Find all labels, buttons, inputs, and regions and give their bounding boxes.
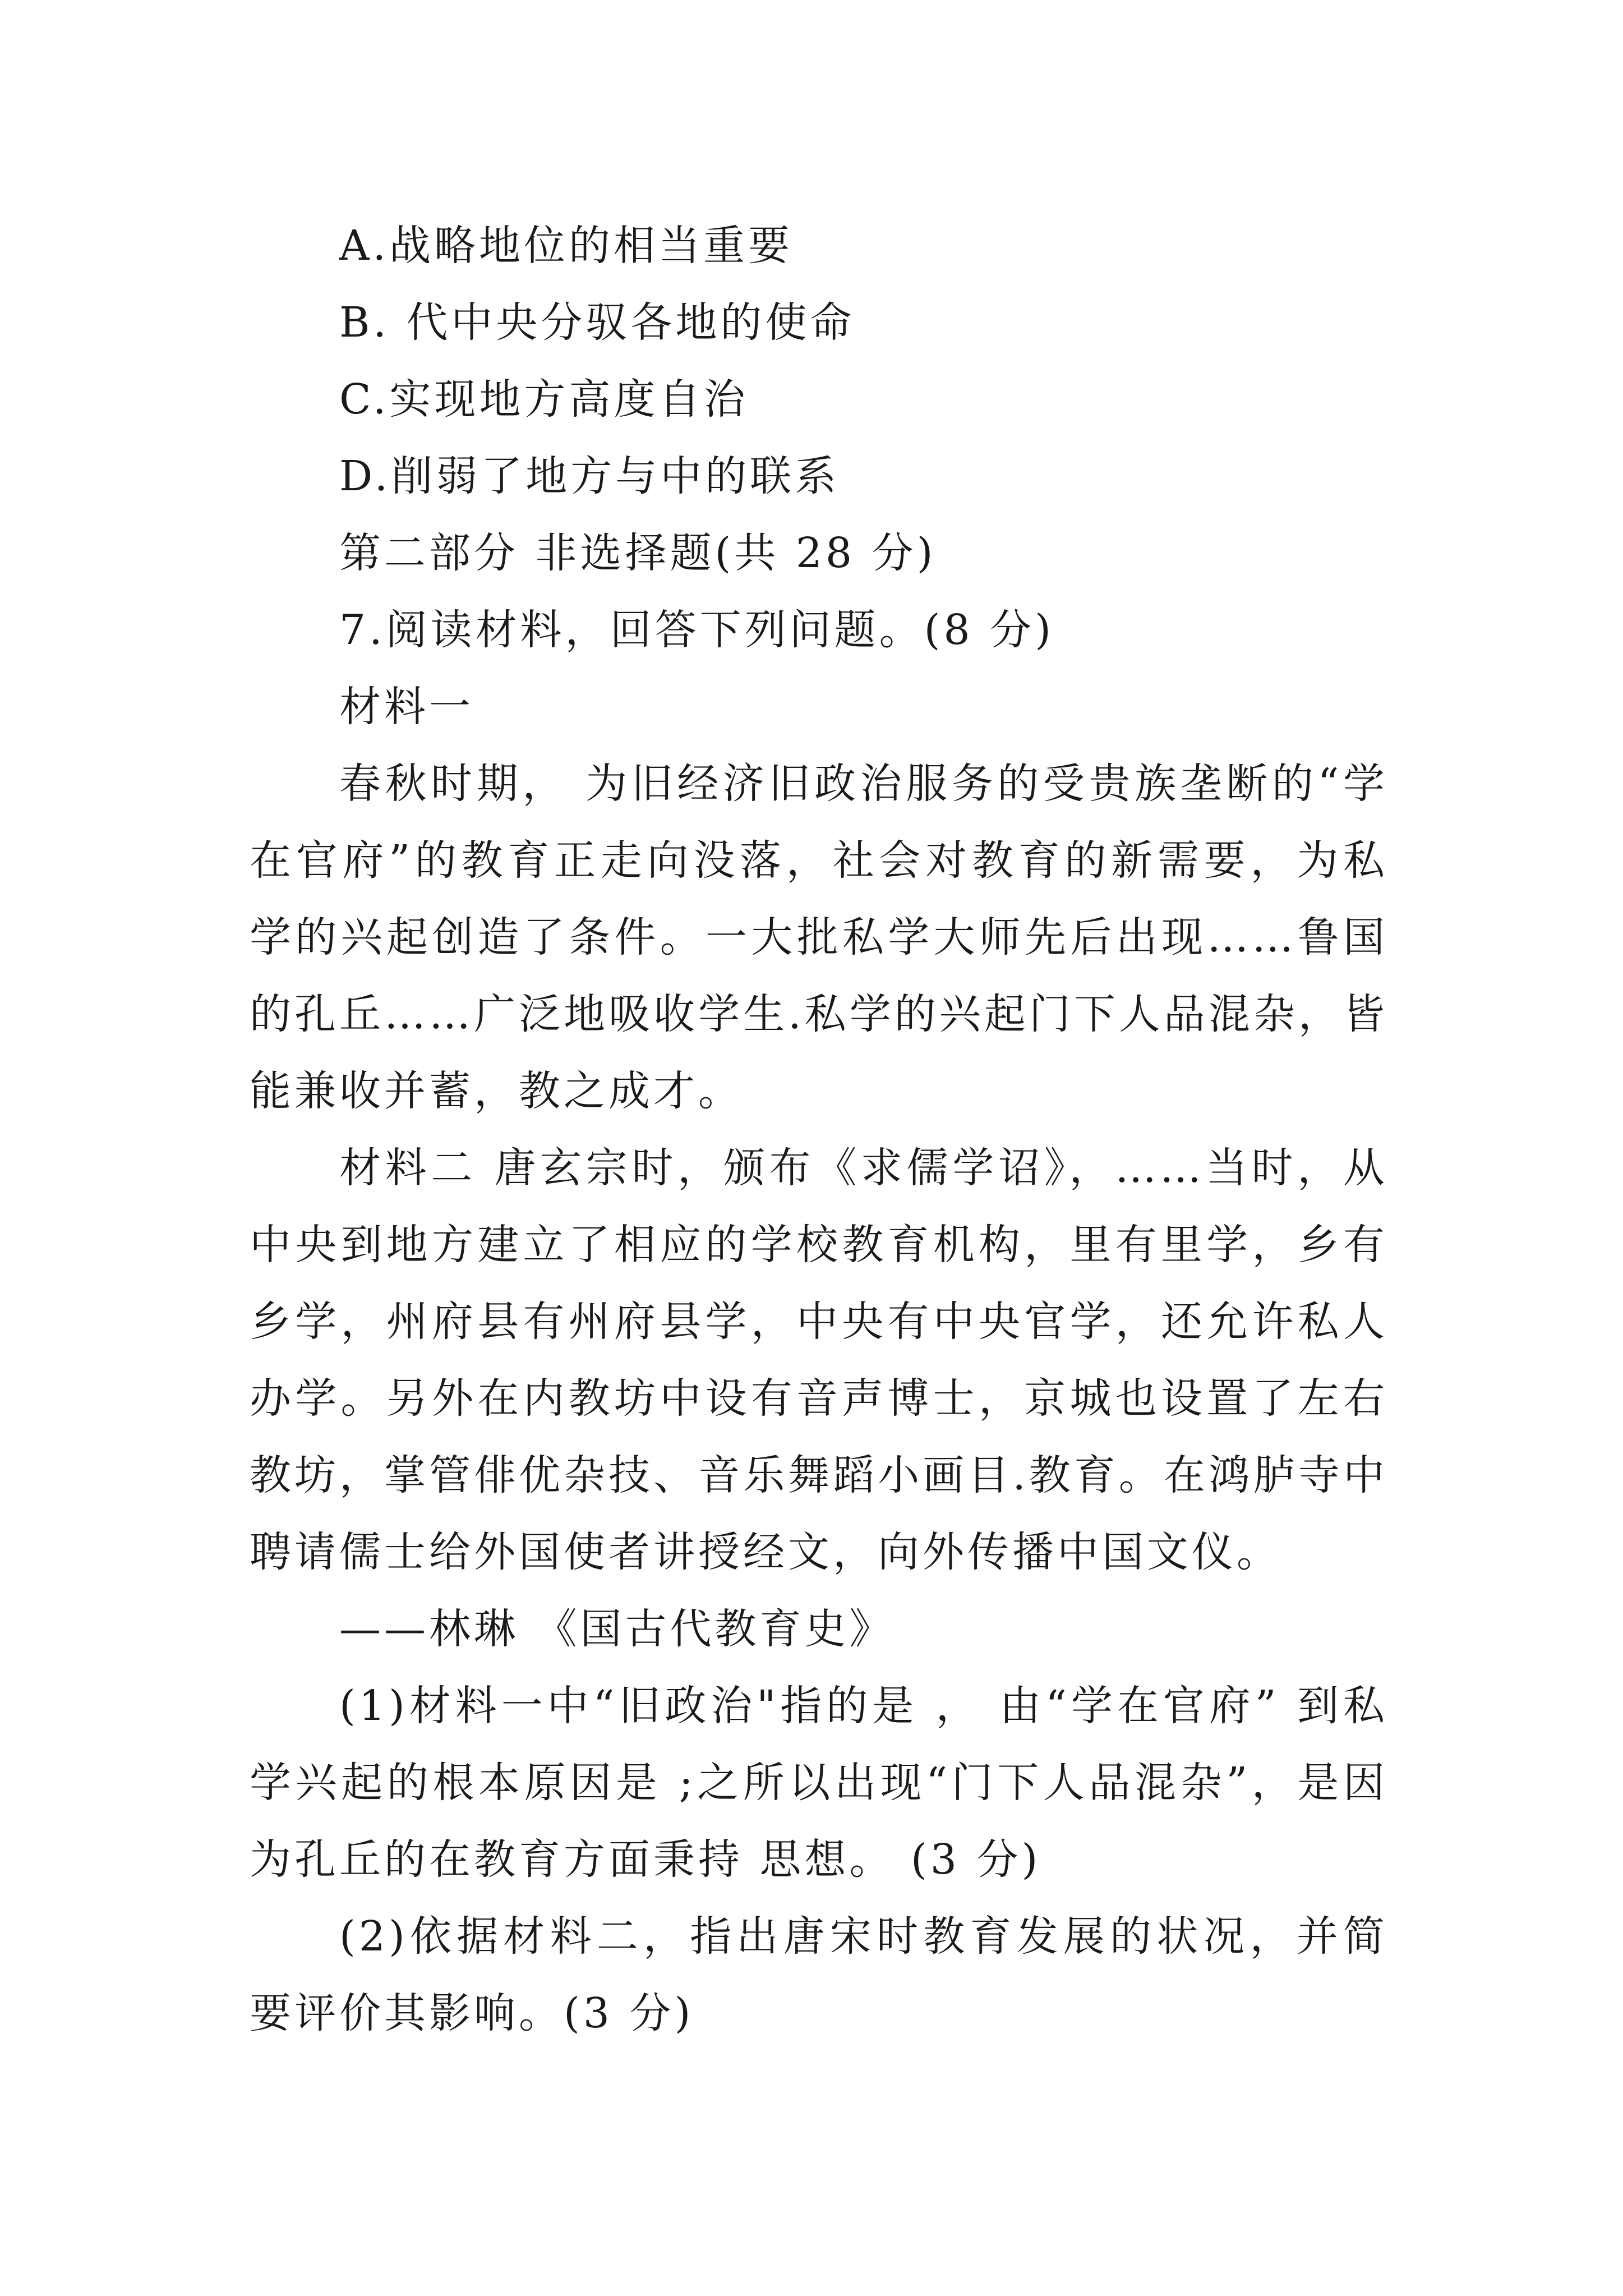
material-source: ——林琳 《国古代教育史》 xyxy=(339,1605,895,1653)
option-b: B. 代中央分驭各地的使命 xyxy=(339,298,855,347)
page-content xyxy=(250,208,1388,2052)
section-title: 第二部分 非选择题(共 28 分) xyxy=(339,529,937,577)
option-d: D.削弱了地方与中的联系 xyxy=(339,452,840,500)
material-2-text: 材料二 唐玄宗时，颁布《求儒学诏》，……当时，从中央到地方建立了相应的学校教育机构，里有里学，乡有乡学，州府县有州府县学，中央有中央官学，还允许私人办学。另外在内教坊中设有音声博士，京城也设置了左右教坊，掌管俳优杂技、音乐舞蹈小画目.教育。在鸿胪寺中聘请儒士给外国使者讲授经文，向外传播中国文仪。 xyxy=(250,1144,1388,1576)
material-1-text: 春秋时期， 为旧经济旧政治服务的受贵族垄断的“学在官府”的教育正走向没落，社会对教育的新需要，为私学的兴起创造了条件。一大批私学大师先后出现……鲁国的孔丘……广泛地吸收学生.私学的兴起门下人品混杂，皆能兼收并蓄，教之成才。 xyxy=(250,760,1388,1115)
question-7-stem: 7.阅读材料，回答下列问题。(8 分) xyxy=(339,606,1054,654)
sub-question-1: (1)材料一中“旧政治"指的是 ， 由“学在官府” 到私学兴起的根本原因是 ;之所以出现“门下人品混杂”，是因为孔丘的在教育方面秉持 思想。 (3 分) xyxy=(250,1682,1388,1884)
option-c: C.实现地方高度自治 xyxy=(339,375,749,424)
material-1-label: 材料一 xyxy=(339,683,474,731)
sub-question-2: (2)依据材料二，指出唐宋时教育发展的状况，并简要评价其影响。(3 分) xyxy=(250,1912,1388,2037)
option-a: A.战略地位的相当重要 xyxy=(339,222,793,270)
